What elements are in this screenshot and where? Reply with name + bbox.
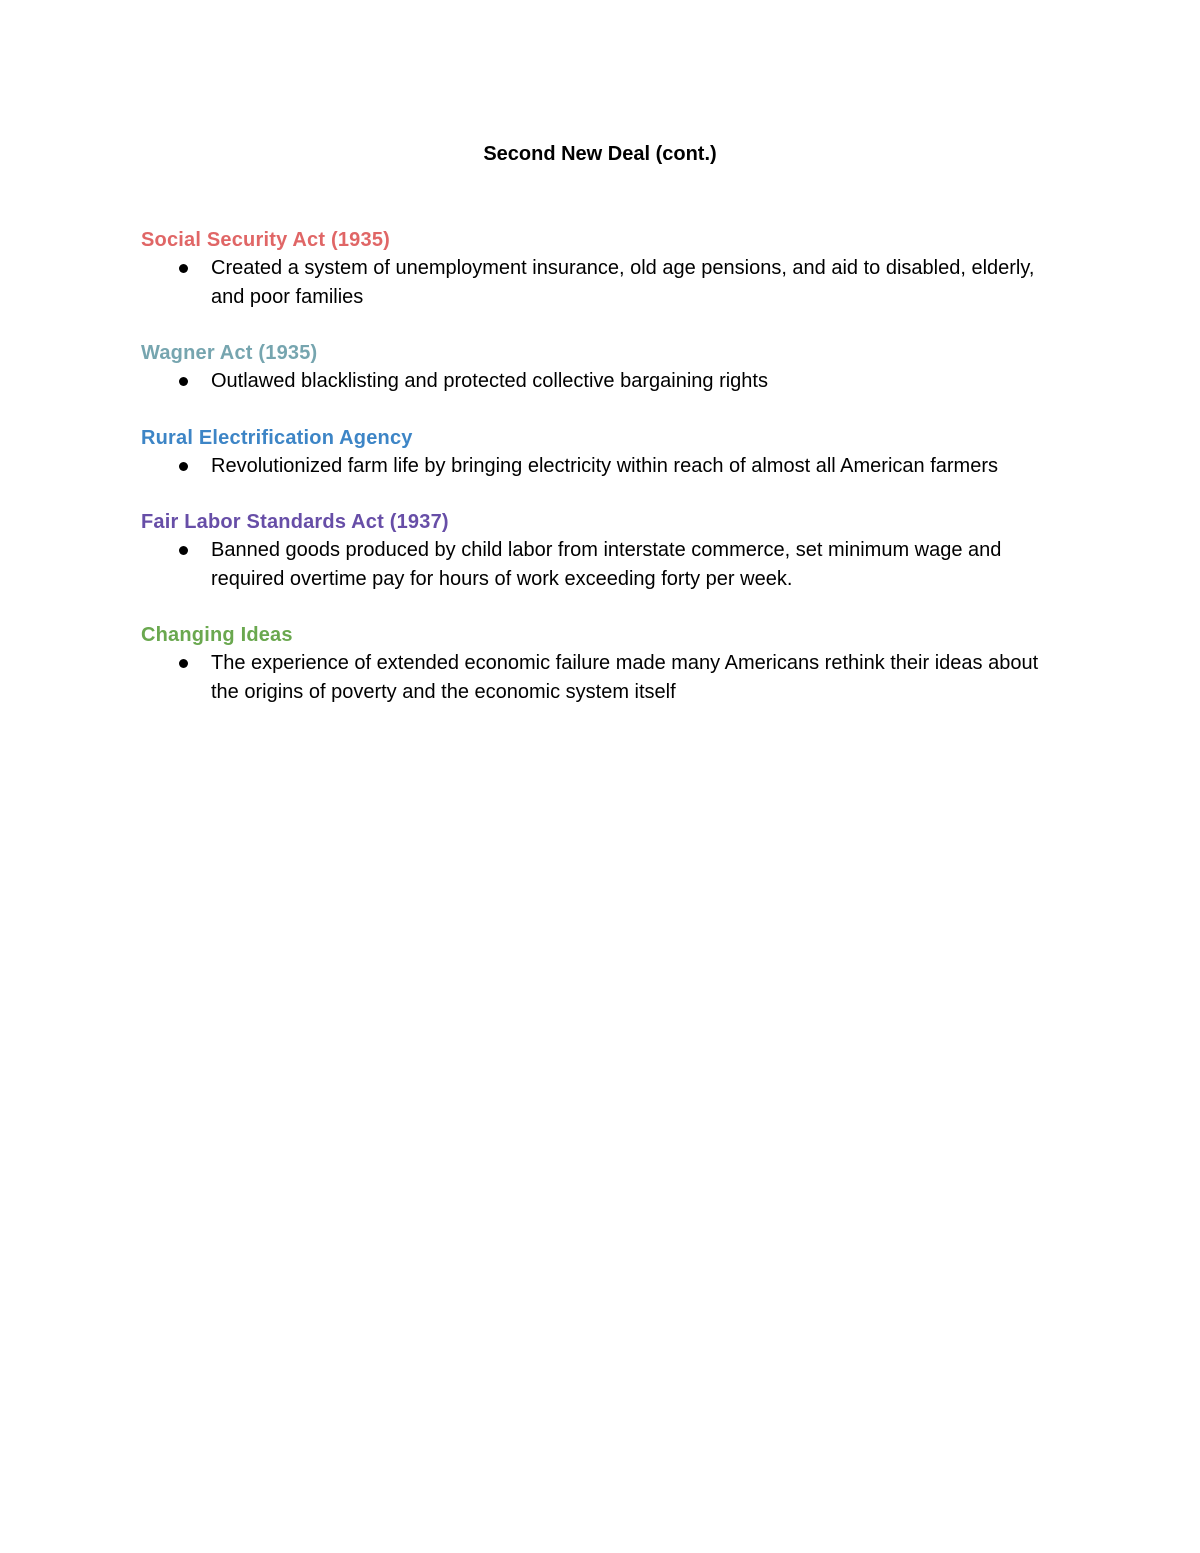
section-heading: Social Security Act (1935) (141, 229, 391, 251)
list-item-text: Created a system of unemployment insurance, old age pensions, and aid to disabled, elderly, and poor families (211, 257, 1035, 308)
bullet-list (141, 367, 1056, 396)
bullet-icon (179, 659, 188, 668)
section-social-security-act (141, 226, 1056, 311)
list-item (141, 452, 1056, 481)
bullet-list (141, 649, 1056, 706)
bullet-icon (179, 462, 188, 471)
list-item-text: Outlawed blacklisting and protected collective bargaining rights (211, 370, 768, 392)
page-title: Second New Deal (cont.) (483, 143, 717, 165)
bullet-list (141, 452, 1056, 481)
bullet-icon (179, 264, 188, 273)
document-body (141, 226, 1056, 734)
list-item (141, 649, 1056, 706)
section-heading: Changing Ideas (141, 624, 293, 646)
section-heading: Rural Electrification Agency (141, 426, 413, 449)
bullet-list (141, 254, 1056, 311)
bullet-icon (179, 546, 188, 555)
list-item (141, 367, 1056, 396)
list-item (141, 254, 1056, 311)
bullet-list (141, 536, 1056, 593)
list-item-text: The experience of extended economic failure made many Americans rethink their ideas about the origins of poverty and the economic system itself (211, 652, 1039, 703)
list-item-text: Revolutionized farm life by bringing electricity within reach of almost all American farmers (211, 454, 998, 477)
section-rural-electrification-agency (141, 424, 1056, 481)
section-heading: Wagner Act (1935) (141, 342, 318, 364)
section-changing-ideas (141, 621, 1056, 706)
bullet-icon (179, 377, 188, 386)
list-item-text: Banned goods produced by child labor from interstate commerce, set minimum wage and required overtime pay for hours of work exceeding forty per week. (211, 539, 1002, 590)
list-item (141, 536, 1056, 593)
section-fair-labor-standards-act (141, 508, 1056, 593)
section-heading: Fair Labor Standards Act (1937) (141, 511, 449, 533)
section-wagner-act (141, 339, 1056, 396)
